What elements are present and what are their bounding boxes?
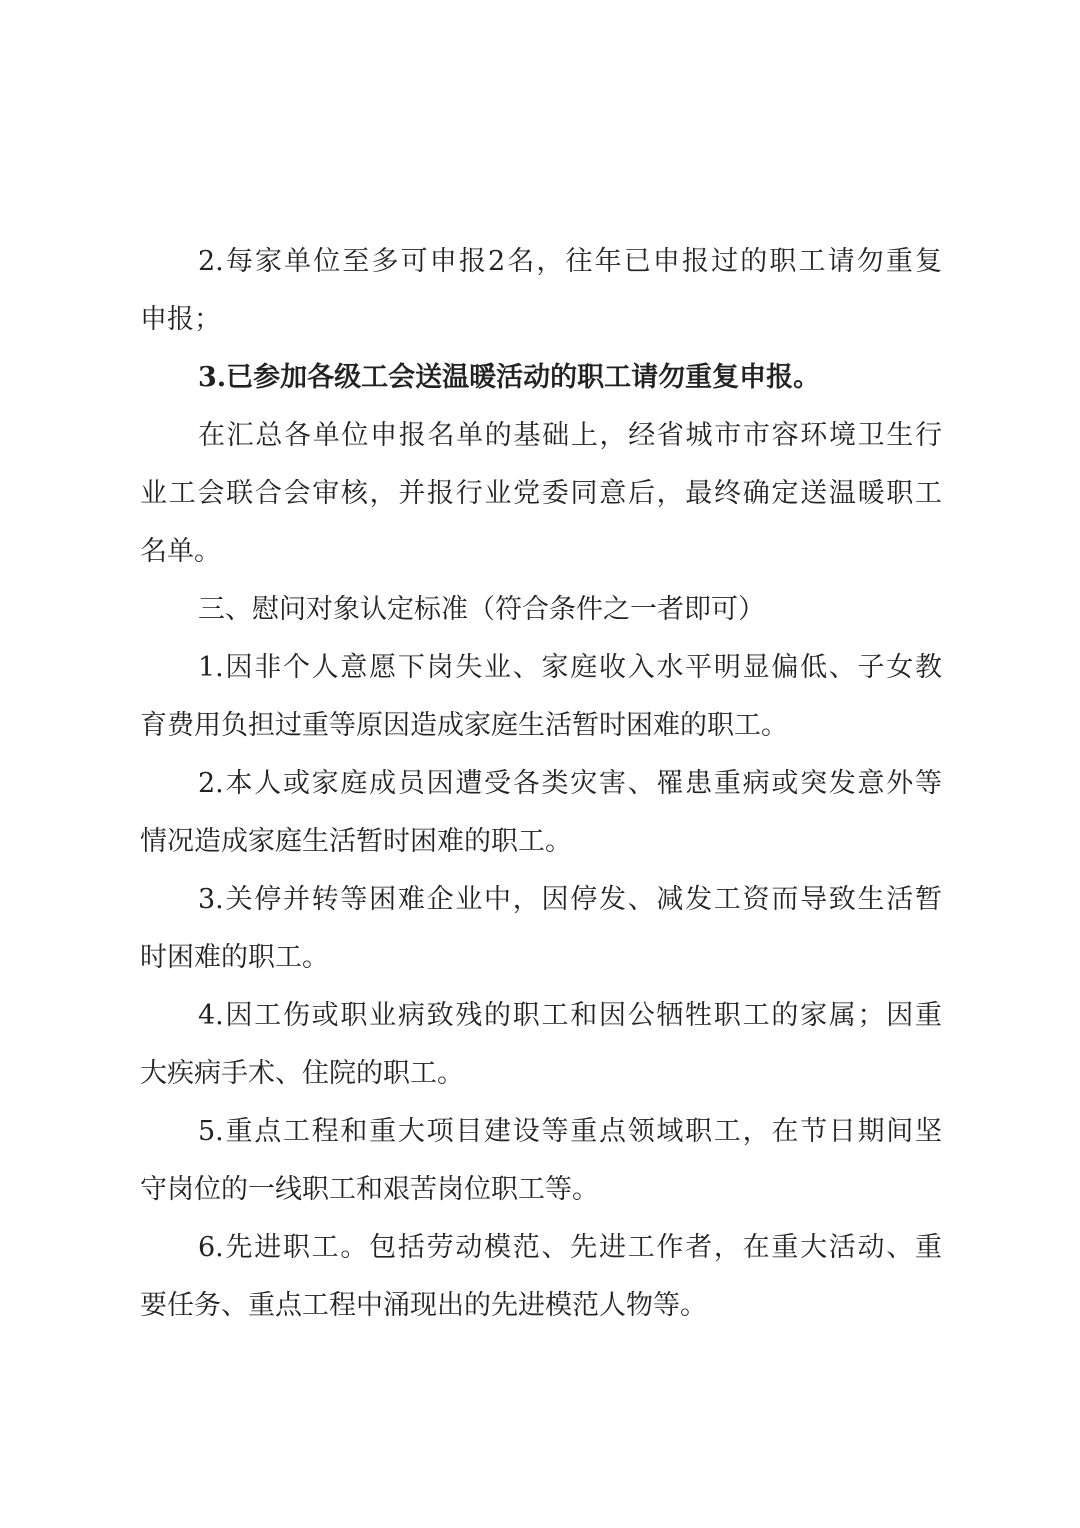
paragraph <box>140 1103 942 1219</box>
paragraph <box>140 349 942 407</box>
text-line: 4.因工伤或职业病致残的职工和因公牺牲职工的家属；因重 <box>198 1000 942 1031</box>
text-line: 3.关停并转等困难企业中，因停发、减发工资而导致生活暂 <box>198 884 942 915</box>
text-line: 在汇总各单位申报名单的基础上，经省城市市容环境卫生行 <box>198 420 942 451</box>
text-line: 时困难的职工。 <box>140 942 329 973</box>
text-line: 3.已参加各级工会送温暖活动的职工请勿重复申报。 <box>198 362 821 393</box>
text-line: 5.重点工程和重大项目建设等重点领域职工，在节日期间坚 <box>198 1116 942 1147</box>
text-line: 三、慰问对象认定标准（符合条件之一者即可） <box>198 594 765 625</box>
text-line: 2.本人或家庭成员因遭受各类灾害、罹患重病或突发意外等 <box>198 768 942 799</box>
text-line: 6.先进职工。包括劳动模范、先进工作者，在重大活动、重 <box>198 1232 942 1263</box>
paragraph <box>140 755 942 871</box>
paragraph <box>140 639 942 755</box>
text-line: 2.每家单位至多可申报2名，往年已申报过的职工请勿重复 <box>198 246 942 277</box>
text-line: 守岗位的一线职工和艰苦岗位职工等。 <box>140 1174 599 1205</box>
section-heading <box>140 581 942 639</box>
text-line: 要任务、重点工程中涌现出的先进模范人物等。 <box>140 1290 707 1321</box>
text-line: 情况造成家庭生活暂时困难的职工。 <box>140 826 572 857</box>
paragraph <box>140 407 942 581</box>
document-page <box>140 233 942 1335</box>
text-line: 育费用负担过重等原因造成家庭生活暂时困难的职工。 <box>140 710 788 741</box>
text-line: 申报； <box>140 304 221 335</box>
paragraph <box>140 987 942 1103</box>
paragraph <box>140 871 942 987</box>
text-line: 大疾病手术、住院的职工。 <box>140 1058 464 1089</box>
text-line: 名单。 <box>140 536 221 567</box>
text-line: 1.因非个人意愿下岗失业、家庭收入水平明显偏低、子女教 <box>198 652 942 683</box>
paragraph <box>140 233 942 349</box>
paragraph <box>140 1219 942 1335</box>
text-line: 业工会联合会审核，并报行业党委同意后，最终确定送温暖职工 <box>140 478 942 509</box>
